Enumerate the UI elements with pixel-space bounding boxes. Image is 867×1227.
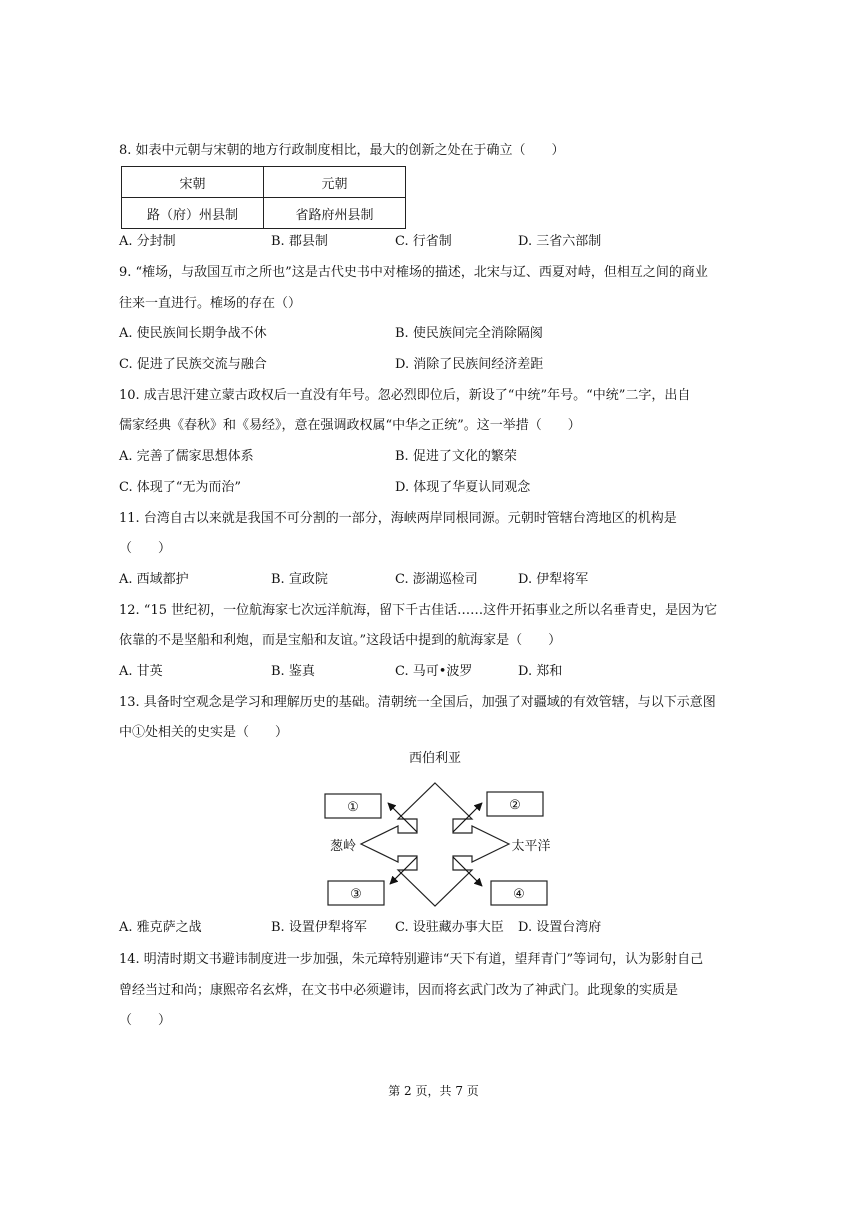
q10-option-b[interactable]: B. 促进了文化的繁荣: [395, 449, 517, 464]
q11-option-a[interactable]: A. 西域都护: [119, 572, 189, 587]
q13-option-b[interactable]: B. 设置伊犁将军: [271, 920, 367, 935]
q8-option-c[interactable]: C. 行省制: [395, 234, 452, 249]
diagram-box-4-label: ④: [513, 887, 525, 902]
q8-compare-table: [121, 166, 406, 229]
q13-diagram: [300, 740, 570, 915]
q11-option-d[interactable]: D. 伊犁将军: [518, 572, 589, 587]
q14-stem-line3: （ ）: [119, 1013, 172, 1028]
q10-stem-line2: 儒家经典《春秋》和《易经》，意在强调政权属“中华之正统”。这一举措（ ）: [119, 418, 581, 433]
diagram-box-2-label: ②: [509, 798, 521, 813]
q11-stem-line1: 11. 台湾自古以来就是我国不可分割的一部分，海峡两岸同根同源。元朝时管辖台湾地区的机构是: [119, 511, 677, 526]
q9-stem-line1: 9. “榷场，与敌国互市之所也”这是古代史书中对榷场的描述，北宋与辽、西夏对峙，但相互之间的商业: [119, 265, 708, 280]
q13-stem-line1: 13. 具备时空观念是学习和理解历史的基础。清朝统一全国后，加强了对疆域的有效管辖，与以下示意图: [119, 695, 716, 710]
q14-stem-line1: 14. 明清时期文书避讳制度进一步加强，朱元璋特别避讳“天下有道，望拜青门”等词句，认为影射自己: [119, 952, 704, 967]
q14-stem-line2: 曾经当过和尚；康熙帝名玄烨，在文书中必须避讳，因而将玄武门改为了神武门。此现象的实质是: [119, 983, 679, 998]
q9-option-c[interactable]: C. 促进了民族交流与融合: [119, 357, 267, 372]
q8-option-d[interactable]: D. 三省六部制: [518, 234, 602, 249]
q13-stem-line2: 中①处相关的史实是（ ）: [119, 725, 289, 740]
table-row: [122, 198, 406, 229]
diagram-label-siberia: 西伯利亚: [408, 751, 462, 766]
q11-option-b[interactable]: B. 宣政院: [271, 572, 328, 587]
q13-option-a[interactable]: A. 雅克萨之战: [119, 920, 202, 935]
q9-stem-line2: 往来一直进行。榷场的存在（）: [119, 296, 302, 311]
diagram-box-1-label: ①: [347, 800, 359, 815]
q9-option-d[interactable]: D. 消除了民族间经济差距: [395, 357, 544, 372]
q10-option-a[interactable]: A. 完善了儒家思想体系: [119, 449, 254, 464]
q10-option-d[interactable]: D. 体现了华夏认同观念: [395, 480, 531, 495]
q11-option-c[interactable]: C. 澎湖巡检司: [395, 572, 478, 587]
q12-option-a[interactable]: A. 甘英: [119, 664, 163, 679]
table-header-row: [122, 167, 406, 198]
q9-option-a[interactable]: A. 使民族间长期争战不休: [119, 326, 267, 341]
table-header-song: 宋朝: [122, 167, 264, 198]
q8-option-b[interactable]: B. 郡县制: [271, 234, 328, 249]
diagram-label-congling: 葱岭: [329, 839, 357, 854]
diagram-box-3-label: ③: [350, 887, 362, 902]
q12-stem-line2: 依靠的不是坚船和利炮，而是宝船和友谊。”这段话中提到的航海家是（ ）: [119, 633, 562, 648]
q12-stem-line1: 12. “15 世纪初，一位航海家七次远洋航海，留下千古佳话……这件开拓事业之所以名垂青史，是因为它: [119, 603, 718, 618]
diagram-label-pacific: 太平洋: [511, 839, 551, 854]
table-header-yuan: 元朝: [264, 167, 406, 198]
q12-option-b[interactable]: B. 鉴真: [271, 664, 315, 679]
q10-option-c[interactable]: C. 体现了“无为而治”: [119, 480, 242, 495]
page-footer: 第 2 页，共 7 页: [388, 1084, 479, 1098]
q8-option-a[interactable]: A. 分封制: [119, 234, 176, 249]
q11-stem-line2: （ ）: [119, 541, 172, 556]
q13-option-c[interactable]: C. 设驻藏办事大臣: [395, 920, 504, 935]
table-cell-song: 路（府）州县制: [122, 198, 264, 229]
q9-option-b[interactable]: B. 使民族间完全消除隔阂: [395, 326, 543, 341]
q13-option-d[interactable]: D. 设置台湾府: [518, 920, 602, 935]
q12-option-d[interactable]: D. 郑和: [518, 664, 563, 679]
q10-stem-line1: 10. 成吉思汗建立蒙古政权后一直没有年号。忽必烈即位后，新设了“中统”年号。“中统”二字，出自: [119, 388, 691, 403]
q8-stem: 8. 如表中元朝与宋朝的地方行政制度相比，最大的创新之处在于确立（ ）: [119, 143, 565, 158]
q12-option-c[interactable]: C. 马可•波罗: [395, 664, 473, 679]
table-cell-yuan: 省路府州县制: [264, 198, 406, 229]
